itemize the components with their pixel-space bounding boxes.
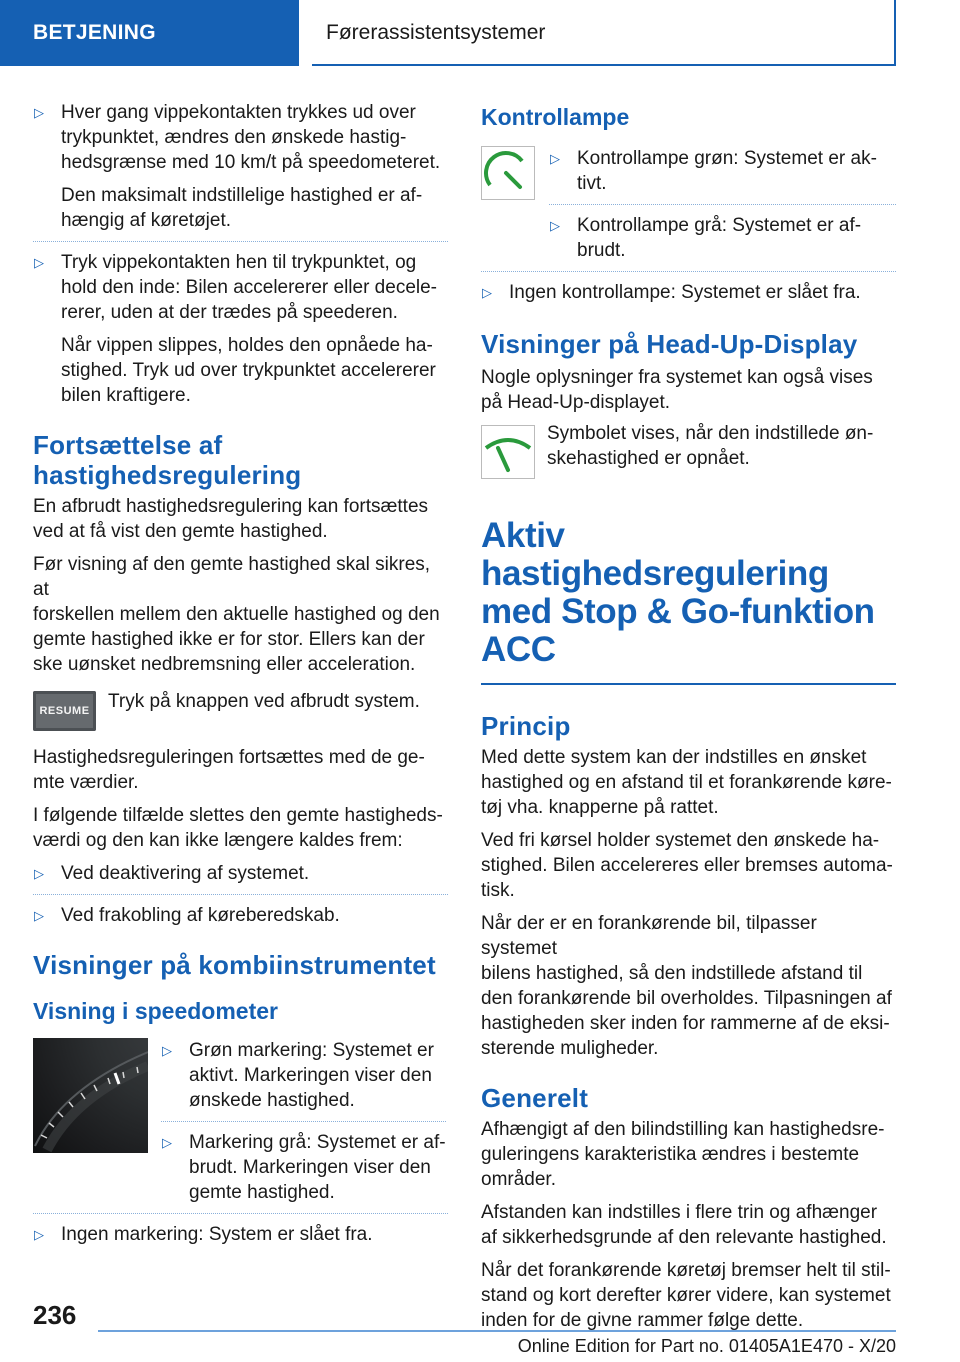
text-line: hastigheden sker inden for rammerne af de eksi- <box>481 1013 890 1034</box>
text-line: Kontrollampe grå: Systemet er af- <box>577 215 862 236</box>
text-line: Før visning af den gemte hastighed skal sikres, at <box>33 554 431 600</box>
text-line: mte værdier. <box>33 772 139 793</box>
triangle-bullet-icon: ▷ <box>34 255 44 270</box>
text-line: En afbrudt hastighedsregulering kan fortsættes <box>33 496 429 517</box>
hud-row <box>481 425 896 479</box>
text-line: Ved fri kørsel holder systemet den ønskede ha- <box>481 830 880 851</box>
text-line: inden for de givne rammer følge dette. <box>481 1310 804 1331</box>
heading-line: Aktiv hastighedsregulering <box>481 516 829 593</box>
text-line: Den maksimalt indstillelige hastighed er af- <box>61 185 423 206</box>
speedometer-bullets <box>161 1038 446 1205</box>
heading-generelt: Generelt <box>481 1083 589 1113</box>
heading-visninger-kombi: Visninger på kombiinstrumentet <box>33 950 436 980</box>
header-chapter: Førerassistentsystemer <box>312 0 896 66</box>
text-line: Når der er en forankørende bil, tilpasser systemet <box>481 913 817 959</box>
text-line: værdi og den kan ikke længere kaldes frem: <box>33 830 403 851</box>
list-item-continuation <box>33 183 448 233</box>
text-line: Når vippen slippes, holdes den opnåede ha- <box>61 335 433 356</box>
footer-edition: Online Edition for Part no. 01405A1E470 - X/20 <box>517 1336 896 1356</box>
text-line: Ved frakobling af køreberedskab. <box>61 905 340 926</box>
footer-rule <box>98 1330 896 1332</box>
text-line: Grøn markering: Systemet er <box>189 1040 434 1061</box>
hud-speed-reached-icon <box>481 425 535 479</box>
text-line: tivt. <box>577 173 607 194</box>
text-line: trykpunktet, ændres den ønskede hastig- <box>61 127 407 148</box>
heading-line: ACC <box>481 630 556 669</box>
text-line: guleringens karakteristika ændres i bestemte <box>481 1144 860 1165</box>
text-line: Ingen markering: System er slået fra. <box>61 1224 373 1245</box>
paragraph <box>33 494 448 544</box>
text-line: I følgende tilfælde slettes den gemte hastigheds- <box>33 805 443 826</box>
heading-princip: Princip <box>481 711 571 741</box>
text-line: Ved deaktivering af systemet. <box>61 863 310 884</box>
text-line: Symbolet vises, når den indstillede øn- <box>547 423 874 444</box>
text-line: hastighed og en afstand til et forankørende køre- <box>481 772 892 793</box>
list-item <box>33 861 448 886</box>
text-line: stighed. Tryk ud over trykpunktet accelererer <box>61 360 436 381</box>
text-line: Nogle oplysninger fra systemet kan også vises <box>481 367 873 388</box>
divider <box>33 894 448 895</box>
speedometer-scale-icon <box>33 1038 148 1153</box>
text-line: Ingen kontrollampe: Systemet er slået fra. <box>509 282 861 303</box>
list-item <box>161 1130 446 1205</box>
text-line: hængig af køretøjet. <box>61 210 232 231</box>
text-line: områder. <box>481 1169 556 1190</box>
page-number: 236 <box>33 1300 77 1330</box>
divider <box>161 1121 446 1122</box>
resume-button-icon: RESUME <box>33 691 96 731</box>
text-line: ved at få vist den gemte hastighed. <box>33 521 328 542</box>
triangle-bullet-icon: ▷ <box>162 1135 172 1150</box>
list-item-continuation <box>33 333 448 408</box>
text-line: ske uønsket nedbremsning eller acceleration. <box>33 654 416 675</box>
text-line: sterende muligheder. <box>481 1038 659 1059</box>
paragraph <box>481 1117 896 1192</box>
list-item <box>481 280 896 305</box>
heading-fortsaettelse <box>33 430 448 490</box>
triangle-bullet-icon: ▷ <box>34 908 44 923</box>
resume-row <box>33 691 448 731</box>
paragraph <box>33 803 448 853</box>
text-line: bilen kraftigere. <box>61 385 191 406</box>
text-line: stand og kort derefter kører videre, kan systemet <box>481 1285 891 1306</box>
paragraph <box>481 1200 896 1250</box>
text-line: stighed. Bilen accelereres eller bremses automa- <box>481 855 893 876</box>
triangle-bullet-icon: ▷ <box>34 1227 44 1242</box>
list-item <box>33 1222 448 1247</box>
list-item <box>549 146 896 196</box>
divider <box>33 241 448 242</box>
text-line: Tryk vippekontakten hen til trykpunktet, og <box>61 252 417 273</box>
paragraph <box>481 745 896 820</box>
text-line: Markering grå: Systemet er af- <box>189 1132 446 1153</box>
paragraph <box>481 365 896 415</box>
list-item <box>549 213 896 263</box>
text-line: hold den inde: Bilen accelererer eller decele- <box>61 277 438 298</box>
triangle-bullet-icon: ▷ <box>162 1043 172 1058</box>
triangle-bullet-icon: ▷ <box>34 105 44 120</box>
left-column <box>33 100 448 1247</box>
text-line: af sikkerhedsgrunde af den relevante hastighed. <box>481 1227 887 1248</box>
text-line: gemte hastighed ikke er for stor. Ellers kan der <box>33 629 425 650</box>
text-line: gemte hastighed. <box>189 1182 335 1203</box>
paragraph <box>33 552 448 677</box>
paragraph <box>481 911 896 1061</box>
divider <box>33 1213 448 1214</box>
text-line: Hastighedsreguleringen fortsættes med de ge- <box>33 747 425 768</box>
heading-line: med Stop & Go-funktion <box>481 592 875 631</box>
heading-rule <box>481 683 896 685</box>
list-item <box>33 250 448 325</box>
kontrollampe-row <box>481 146 896 263</box>
heading-head-up-display: Visninger på Head-Up-Display <box>481 329 858 359</box>
speedometer-image <box>33 1038 148 1153</box>
list-item <box>33 100 448 175</box>
cruise-control-lamp-icon <box>481 146 535 200</box>
text-line: ønskede hastighed. <box>189 1090 355 1111</box>
speedometer-row <box>33 1038 448 1205</box>
resume-text: Tryk på knappen ved afbrudt system. <box>108 691 420 712</box>
text-line: på Head-Up-displayet. <box>481 392 671 413</box>
text-line: bilens hastighed, så den indstillede afstand til <box>481 963 863 984</box>
divider <box>549 204 896 205</box>
text-line: forskellen mellem den aktuelle hastighed og den <box>33 604 440 625</box>
triangle-bullet-icon: ▷ <box>34 866 44 881</box>
heading-acc <box>481 517 896 669</box>
text-line: Hver gang vippekontakten trykkes ud over <box>61 102 416 123</box>
paragraph <box>481 1258 896 1333</box>
heading-visning-speedometer: Visning i speedometer <box>33 998 278 1024</box>
list-item <box>33 903 448 928</box>
heading-kontrollampe: Kontrollampe <box>481 104 630 130</box>
divider <box>481 271 896 272</box>
heading-line: Fortsættelse af <box>33 430 223 460</box>
triangle-bullet-icon: ▷ <box>482 285 492 300</box>
text-line: brudt. Markeringen viser den <box>189 1157 431 1178</box>
triangle-bullet-icon: ▷ <box>550 151 560 166</box>
paragraph <box>481 828 896 903</box>
text-line: Afstanden kan indstilles i flere trin og afhænger <box>481 1202 878 1223</box>
triangle-bullet-icon: ▷ <box>550 218 560 233</box>
text-line: Når det forankørende køretøj bremser helt til stil- <box>481 1260 891 1281</box>
kontrollampe-bullets <box>549 146 896 263</box>
text-line: brudt. <box>577 240 626 261</box>
paragraph <box>33 745 448 795</box>
text-line: rerer, uden at der trædes på speederen. <box>61 302 398 323</box>
text-line: Med dette system kan der indstilles en ønsket <box>481 747 867 768</box>
text-line: tisk. <box>481 880 515 901</box>
text-line: skehastighed er opnået. <box>547 448 750 469</box>
hud-icon-text <box>547 421 873 471</box>
text-line: den forankørende bil overholdes. Tilpasningen af <box>481 988 892 1009</box>
text-line: tøj vha. knapperne på rattet. <box>481 797 719 818</box>
text-line: hedsgrænse med 10 km/t på speedometeret. <box>61 152 441 173</box>
list-item <box>161 1038 446 1113</box>
right-column <box>481 100 896 1341</box>
text-line: aktivt. Markeringen viser den <box>189 1065 432 1086</box>
text-line: Afhængigt af den bilindstilling kan hastighedsre- <box>481 1119 885 1140</box>
header-section: BETJENING <box>0 0 299 66</box>
heading-line: hastighedsregulering <box>33 460 302 490</box>
text-line: Kontrollampe grøn: Systemet er ak- <box>577 148 877 169</box>
